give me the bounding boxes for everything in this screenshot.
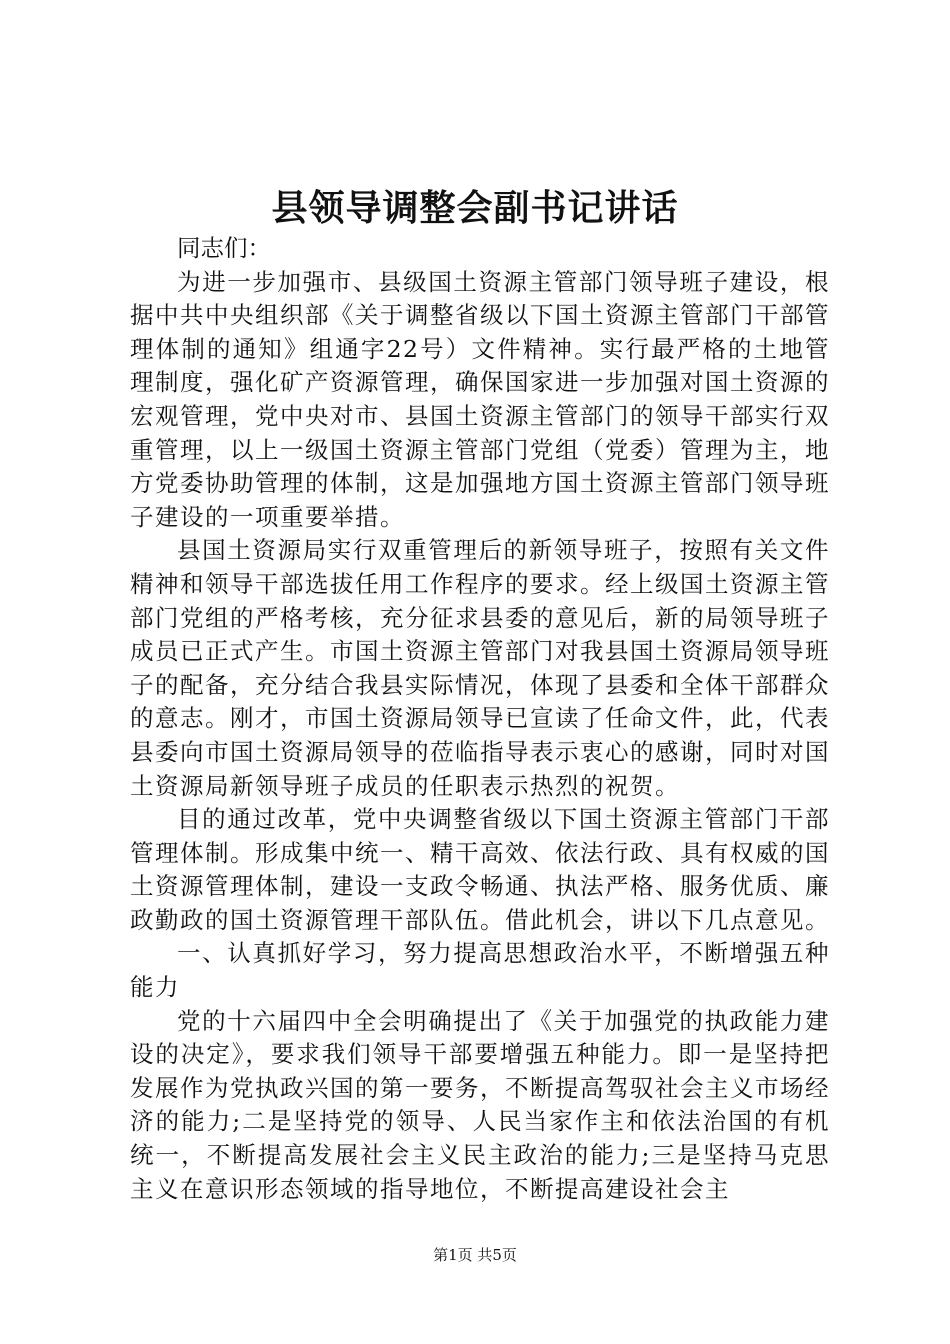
paragraph: 党的十六届四中全会明确提出了《关于加强党的执政能力建设的决定》，要求我们领导干部要增强五种能力。即一是坚持把发展作为党执政兴国的第一要务，不断提高驾驭社会主义市场经济的能力;二是坚持党的领导、人民当家作主和依法治国的有机统一，不断提高发展社会主义民主政治的能力;三是坚持马克思主义在意识形态领域的指导地位，不断提高建设社会主 <box>130 1006 830 1203</box>
document-body <box>130 232 830 1206</box>
page-footer: 第1页 共5页 <box>433 1246 517 1264</box>
section-heading: 一、认真抓好学习，努力提高思想政治水平，不断增强五种能力 <box>130 939 830 1002</box>
paragraph: 目的通过改革，党中央调整省级以下国土资源主管部门干部管理体制。形成集中统一、精干高效、依法行政、具有权威的国土资源管理体制，建设一支政令畅通、执法严格、服务优质、廉政勤政的国土资源管理干部队伍。借此机会，讲以下几点意见。 <box>130 805 830 934</box>
paragraph: 县国土资源局实行双重管理后的新领导班子，按照有关文件精神和领导干部选拔任用工作程序的要求。经上级国土资源主管部门党组的严格考核，充分征求县委的意见后，新的局领导班子成员已正式产生。市国土资源主管部门对我县国土资源局领导班子的配备，充分结合我县实际情况，体现了县委和全体干部群众的意志。刚才，市国土资源局领导已宣读了任命文件，此，代表县委向市国土资源局领导的莅临指导表示衷心的感谢，同时对国土资源局新领导班子成员的任职表示热烈的祝贺。 <box>130 536 830 800</box>
paragraph: 为进一步加强市、县级国土资源主管部门领导班子建设，根据中共中央组织部《关于调整省级以下国土资源主管部门干部管理体制的通知》组通字22号）文件精神。实行最严格的土地管理制度，强化矿产资源管理，确保国家进一步加强对国土资源的宏观管理，党中央对市、县国土资源主管部门的领导干部实行双重管理，以上一级国土资源主管部门党组（党委）管理为主，地方党委协助管理的体制，这是加强地方国土资源主管部门领导班子建设的一项重要举措。 <box>130 267 830 531</box>
salutation: 同志们： <box>177 234 271 262</box>
document-title: 县领导调整会副书记讲话 <box>271 187 679 229</box>
